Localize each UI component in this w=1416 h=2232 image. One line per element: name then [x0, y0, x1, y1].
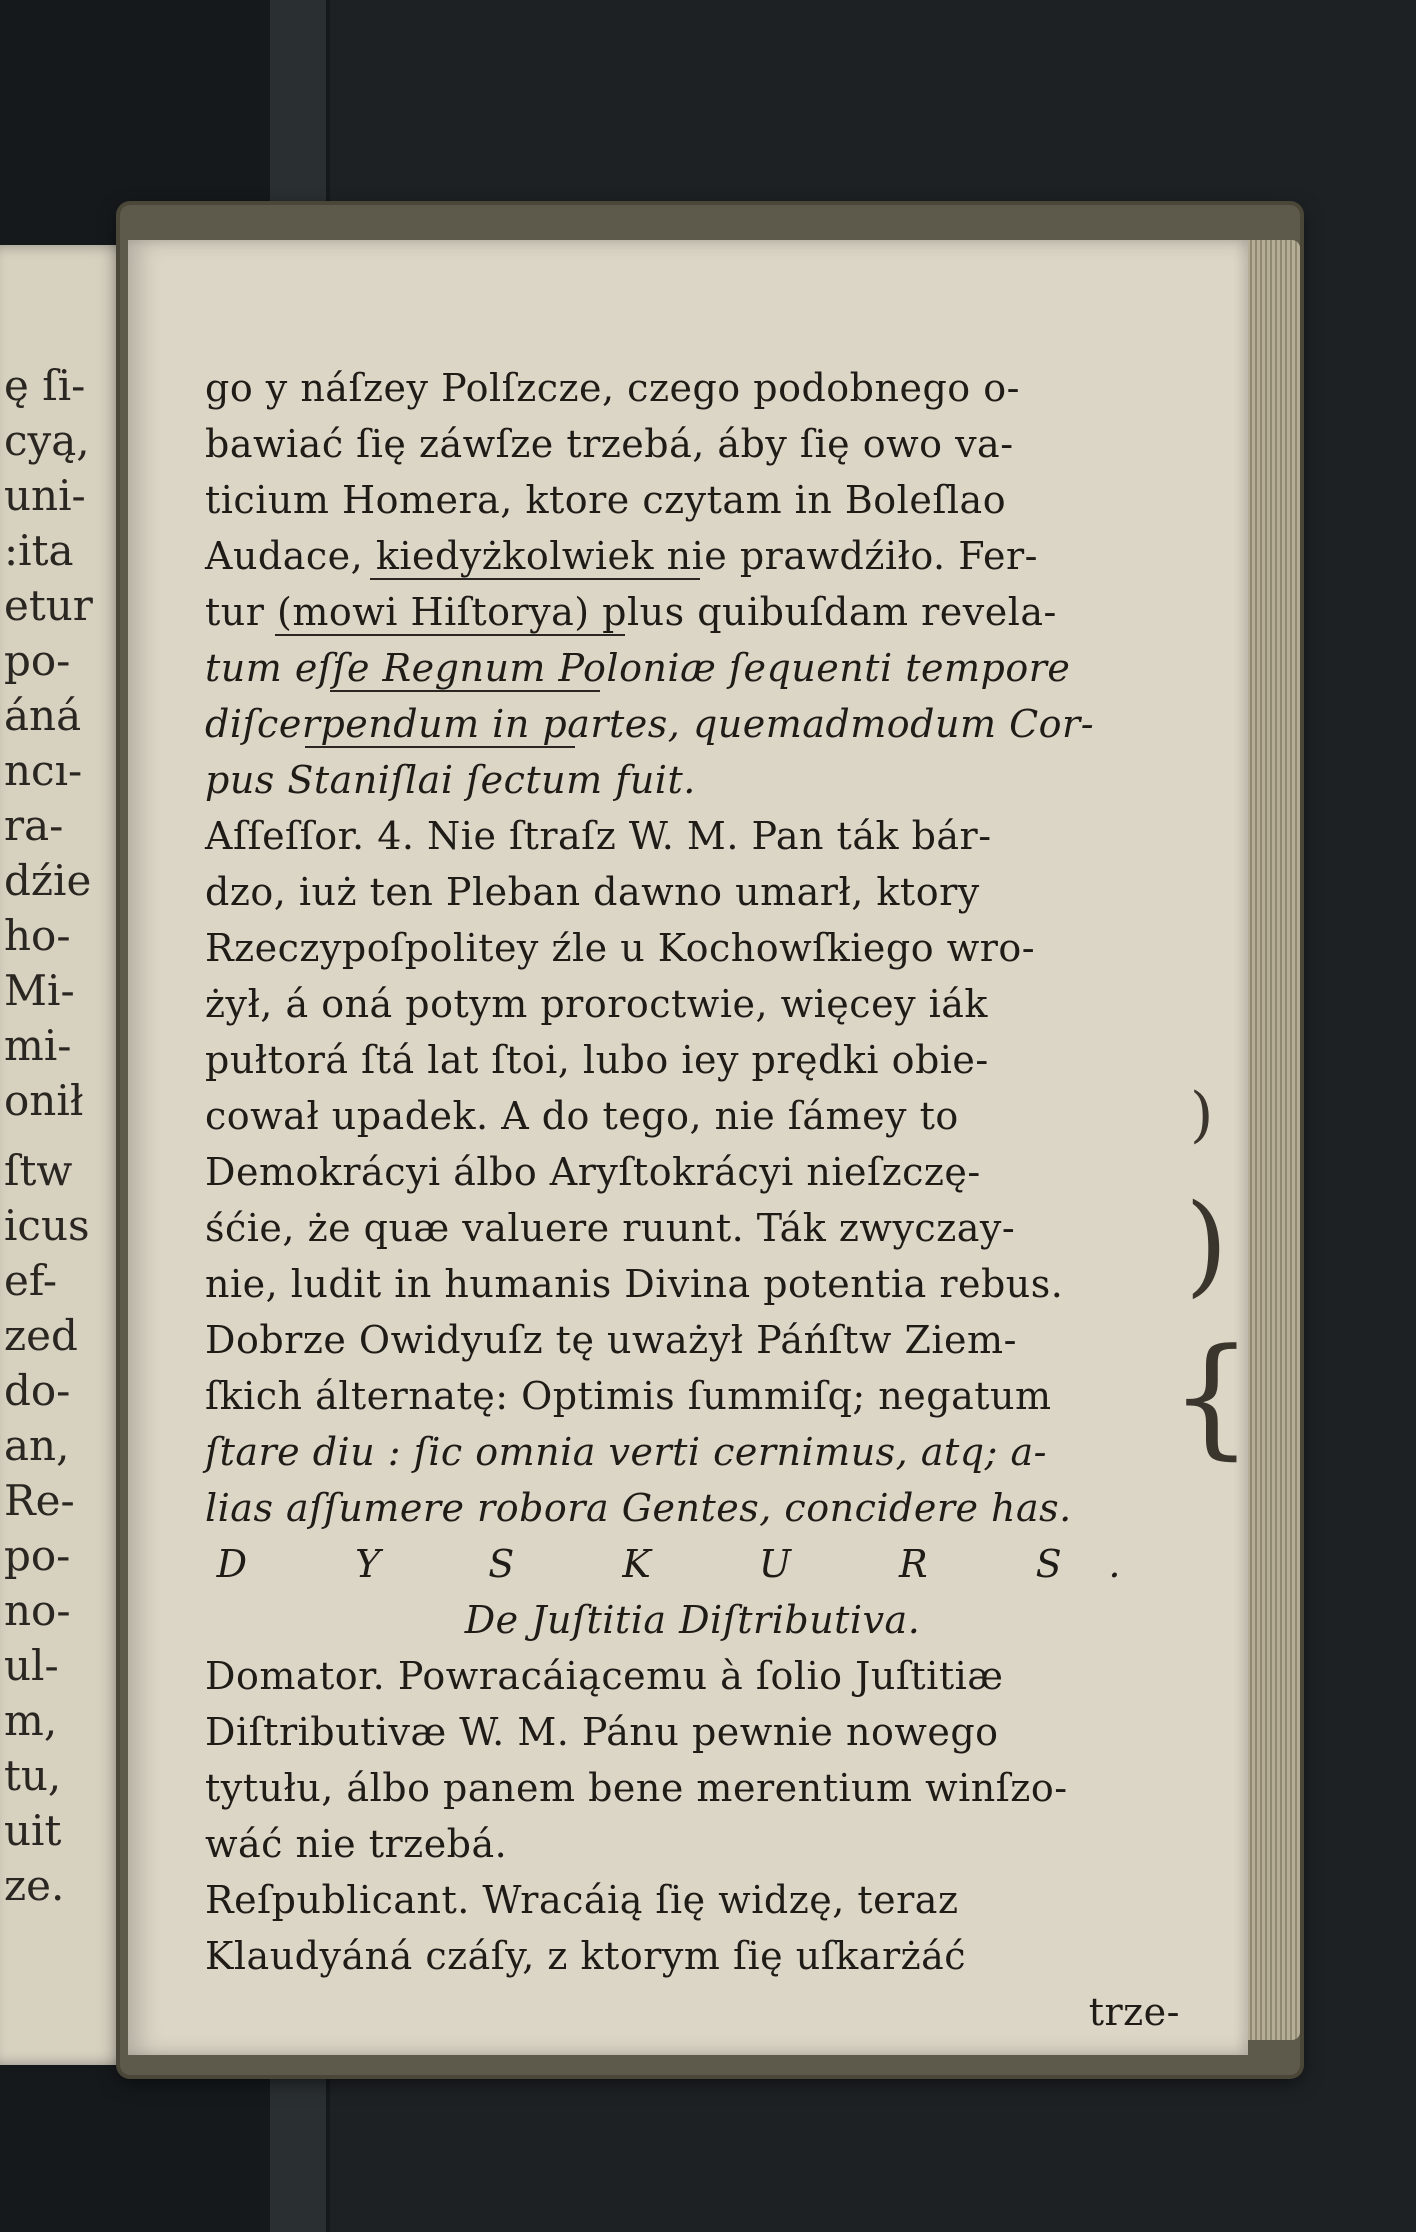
text-line: nie, ludit in humanis Divina potentia rebus. — [205, 1262, 1064, 1306]
text-line: ticium Homera, ktore czytam in Boleſlao — [205, 478, 1007, 522]
left-page-fragment: :ita — [4, 526, 74, 575]
text-line: Rzeczypoſpolitey źle u Kochowſkiego wro- — [205, 926, 1036, 970]
left-page — [0, 245, 135, 2065]
text-line: żył, á oná potym proroctwie, więcey iák — [205, 982, 988, 1026]
margin-bracket: ) — [1190, 1080, 1214, 1150]
left-page-fragment: ho- — [4, 911, 71, 960]
text-line: D Y S K U R S. — [216, 1542, 1169, 1586]
handwritten-underline — [275, 634, 625, 636]
text-line: Klaudyáná czáſy, z ktorym ſię uſkarżáć — [205, 1934, 967, 1978]
text-line: De Juſtitia Diſtributiva. — [464, 1598, 921, 1642]
left-page-fragment: po- — [4, 1531, 71, 1580]
text-line: tur (mowi Hiſtorya) plus quibuſdam revela- — [205, 590, 1057, 634]
left-page-fragment: cyą, — [4, 416, 90, 465]
left-page-fragment: etur — [4, 581, 93, 630]
text-line: wáć nie trzebá. — [205, 1822, 508, 1866]
left-page-fragment: onił — [4, 1076, 84, 1125]
text-line: Reſpublicant. Wracáią ſię widzę, teraz — [205, 1878, 959, 1922]
text-line: trze- — [1088, 1990, 1180, 2034]
text-line: Aſſeſſor. 4. Nie ſtraſz W. M. Pan ták bár- — [205, 814, 992, 858]
left-page-fragment: ze. — [4, 1861, 65, 1910]
left-page-fragment: dźie — [4, 856, 92, 905]
handwritten-underline — [370, 578, 700, 580]
left-page-fragment: tu, — [4, 1751, 62, 1800]
left-page-fragment: uni- — [4, 471, 86, 520]
left-page-fragment: ncı- — [4, 746, 83, 795]
left-page-fragment: Mi- — [4, 966, 75, 1015]
left-page-fragment: zed — [4, 1311, 78, 1360]
text-line: tum eſſe Regnum Poloniæ ſequenti tempore — [205, 646, 1071, 690]
left-page-fragment: no- — [4, 1586, 71, 1635]
text-line: dzo, iuż ten Pleban dawno umarł, ktory — [205, 870, 980, 914]
text-line: pułtorá ſtá lat ſtoi, lubo iey prędki obie- — [205, 1038, 989, 1082]
left-page-fragment: ef- — [4, 1256, 58, 1305]
left-page-fragment: áná — [4, 691, 82, 740]
text-line: Audace, kiedyżkolwiek nie prawdźiło. Fer- — [205, 534, 1038, 578]
handwritten-underline — [330, 690, 600, 692]
text-line: go y náſzey Polſzcze, czego podobnego o- — [205, 366, 1020, 410]
left-page-fragment: Re- — [4, 1476, 75, 1525]
text-line: Domator. Powracáiącemu à ſolio Juſtitiæ — [205, 1654, 1004, 1698]
left-page-fragment: ſtw — [4, 1146, 73, 1195]
left-page-fragment: po- — [4, 636, 71, 685]
left-page-fragment: icus — [4, 1201, 90, 1250]
margin-bracket-large: ) — [1185, 1180, 1228, 1308]
text-line: diſcerpendum in partes, quemadmodum Cor- — [205, 702, 1095, 746]
left-page-fragment: an, — [4, 1421, 70, 1470]
text-line: ſkich álternatę: Optimis ſummiſq; negatum — [205, 1374, 1052, 1418]
left-page-fragment: m, — [4, 1696, 58, 1745]
text-line: tytułu, álbo panem bene merentium winſzo- — [205, 1766, 1068, 1810]
text-line: pus Staniſlai ſectum fuit. — [205, 758, 696, 802]
text-line: lias aſſumere robora Gentes, concidere has. — [205, 1486, 1072, 1530]
handwritten-underline — [305, 746, 575, 748]
left-page-fragment: ra- — [4, 801, 64, 850]
margin-bracket-lower: { — [1170, 1320, 1253, 1472]
left-page-fragment: do- — [4, 1366, 71, 1415]
text-line: bawiać ſię záwſze trzebá, áby ſię owo va- — [205, 422, 1014, 466]
text-line: śćie, że quæ valuere ruunt. Ták zwyczay- — [205, 1206, 1016, 1250]
left-page-fragment: uit — [4, 1806, 62, 1855]
left-page-fragment: ę ſi- — [4, 361, 86, 410]
text-line: Dobrze Owidyuſz tę uważył Páńſtw Ziem- — [205, 1318, 1017, 1362]
left-page-fragment: mi- — [4, 1021, 72, 1070]
text-line: cował upadek. A do tego, nie ſámey to — [205, 1094, 959, 1138]
left-page-fragment: ul- — [4, 1641, 59, 1690]
text-line: Diſtributivæ W. M. Pánu pewnie nowego — [205, 1710, 999, 1754]
text-line: ſtare diu : ſic omnia verti cernimus, atq; a- — [205, 1430, 1047, 1474]
text-line: Demokrácyi álbo Aryſtokrácyi nieſzczę- — [205, 1150, 981, 1194]
